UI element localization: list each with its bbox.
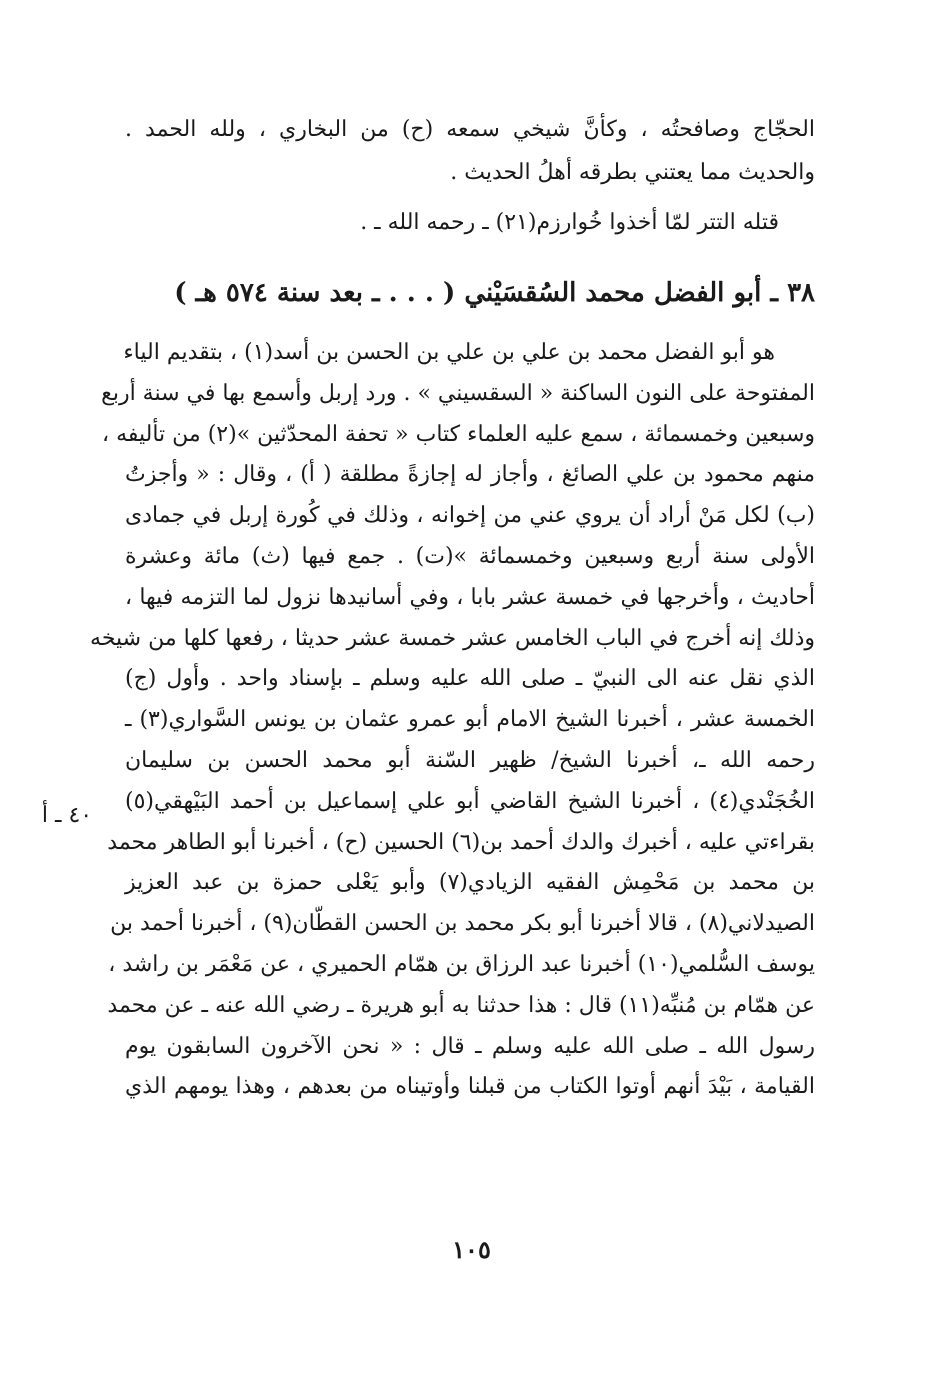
body-line: بن محمد بن مَحْمِش الفقيه الزيادي(٧) وأبو يَعْلى حمزة بن عبد العزيز <box>125 870 815 896</box>
body-line: الصيدلاني(٨) ، قالا أخبرنا أبو بكر محمد بن الحسن القطّان(٩) ، أخبرنا أحمد بن <box>110 911 815 937</box>
body-line: (ب) لكل مَنْ أراد أن يروي عني من إخوانه ، وذلك في كُورة إربل في جمادى <box>125 503 815 529</box>
body-line: يوسف السُّلمي(١٠) أخبرنا عبد الرزاق بن همّام الحميري ، عن مَعْمَر بن راشد ، <box>108 951 815 977</box>
body-line: القيامة ، بَيْدَ أنهم أوتوا الكتاب من قبلنا وأوتيناه من بعدهم ، وهذا يومهم الذي <box>125 1074 815 1100</box>
body-line: الأولى سنة أربع وسبعين وخمسمائة »(ت) . جمع فيها (ث) مائة وعشرة <box>125 543 815 569</box>
body-line: بقراءتي عليه ، أخبرك والدك أحمد بن(٦) الحسين (ح) ، أخبرنا أبو الطاهر محمد <box>107 829 815 855</box>
body-paragraph <box>90 333 815 1108</box>
body-line: رسول الله ـ صلى الله عليه وسلم ـ قال : « نحن الآخرون السابقون يوم <box>125 1033 815 1059</box>
body-line: الخُجَنْدي(٤) ، أخبرنا الشيخ القاضي أبو علي إسماعيل بن أحمد البَيْهقي(٥) <box>125 788 815 814</box>
body-line: المفتوحة على النون الساكنة « السقسيني » . ورد إربل وأسمع بها في سنة أربع <box>101 380 815 406</box>
body-line: الذي نقل عنه الى النبيّ ـ صلى الله عليه وسلم ـ بإسناد واحد . وأول (ج) <box>125 666 815 692</box>
body-line: عن همّام بن مُنبِّه(١١) قال : هذا حدثنا به أبو هريرة ـ رضي الله عنه ـ عن محمد <box>107 992 815 1018</box>
intro-line: الحجّاج وصافحتُه ، وكأنَّ شيخي سمعه (ح) من البخاري ، ولله الحمد . <box>125 117 815 142</box>
body-line: وذلك إنه أخرج في الباب الخامس عشر خمسة عشر حديثا ، رفعها كلها من شيخه <box>90 625 815 651</box>
body-line: هو أبو الفضل محمد بن علي بن علي بن الحسن بن أسد(١) ، بتقديم الياء <box>123 340 775 365</box>
body-line: رحمه الله ـ، أخبرنا الشيخ/ ظهير السّنة أبو محمد الحسن بن سليمان <box>125 747 815 773</box>
body-line: أحاديث ، وأخرجها في خمسة عشر بابا ، وفي أسانيدها نزول لما التزمه فيها ، <box>125 584 815 610</box>
body-line: الخمسة عشر ، أخبرنا الشيخ الامام أبو عمرو عثمان بن يونس السَّواري(٣) ـ <box>125 707 815 733</box>
page-number: ١٠٥ <box>452 1235 491 1264</box>
body-line: وسبعين وخمسمائة ، سمع عليه العلماء كتاب « تحفة المحدّثين »(٢) من تأليفه ، <box>101 421 815 447</box>
intro-line: والحديث مما يعتني بطرقه أهلُ الحديث . <box>450 160 815 185</box>
section-heading: ٣٨ ـ أبو الفضل محمد السُقسَيْني ( . . . ـ بعد سنة ٥٧٤ هـ ) <box>174 278 815 308</box>
intro-closing-line: قتله التتر لمّا أخذوا خُوارزم(٢١) ـ رحمه الله ـ . <box>360 210 779 235</box>
body-line: منهم محمود بن علي الصائغ ، وأجاز له إجازةً مطلقة ( أ) ، وقال : « وأجزتُ <box>125 462 815 488</box>
intro-paragraph <box>125 108 815 194</box>
margin-folio-note: ٤٠ ـ أ <box>41 803 93 828</box>
